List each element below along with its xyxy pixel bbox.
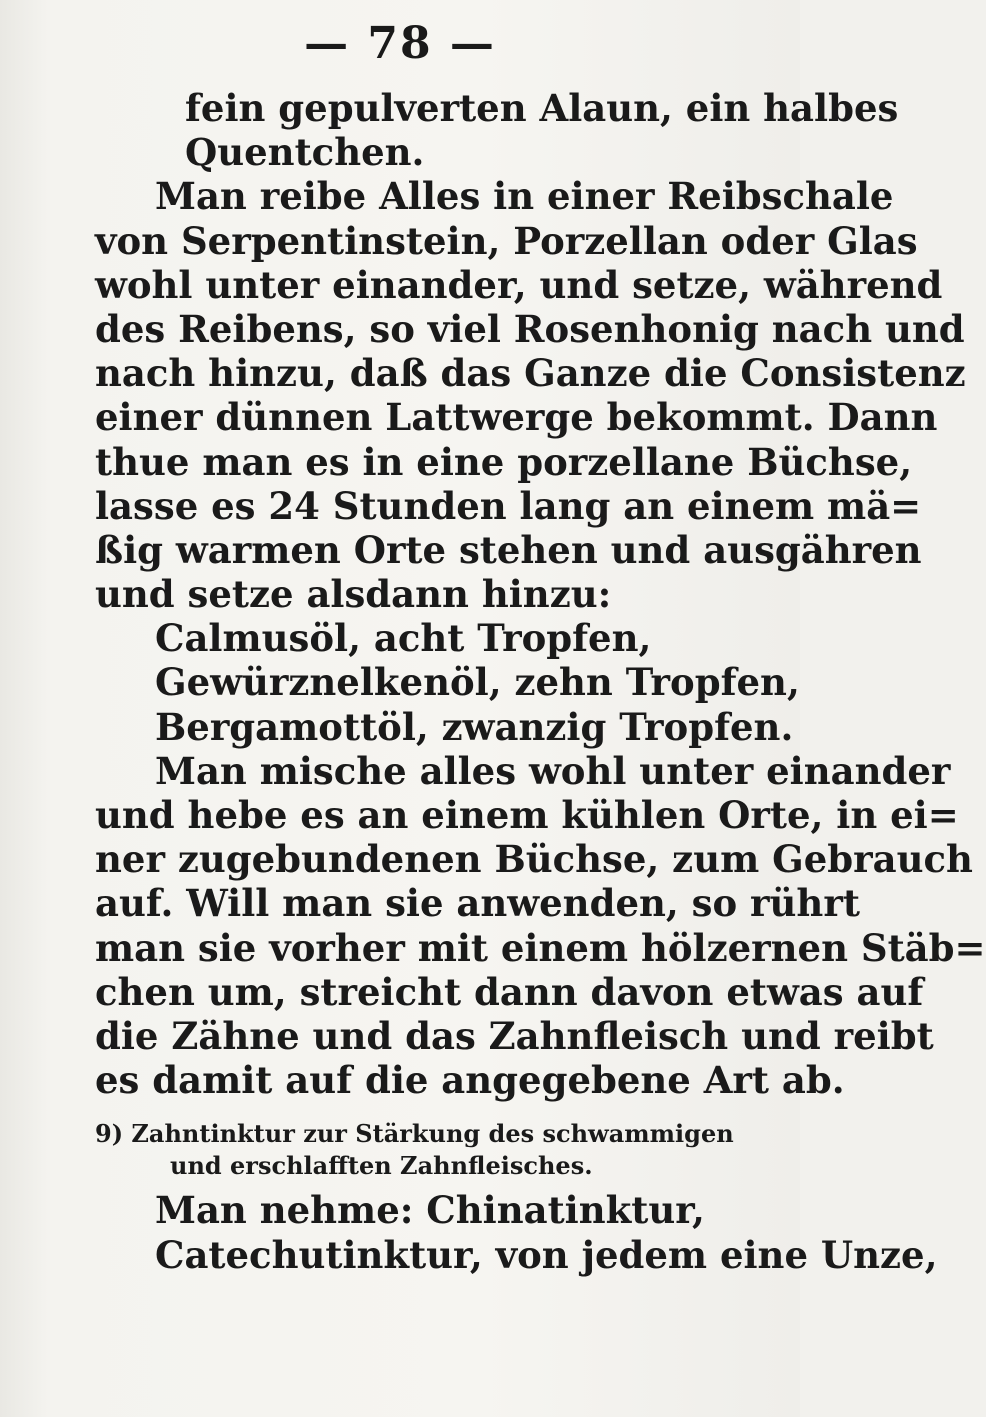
text-line: Catechutinktur, von jedem eine Unze, — [155, 1232, 938, 1277]
page-number: — 78 — — [304, 18, 496, 69]
text-line: ßig warmen Orte stehen und ausgähren — [95, 527, 922, 572]
paragraph-start: Man nehme: Chinatinktur, — [155, 1188, 705, 1233]
ingredient-line: Bergamottöl, zwanzig Tropfen. — [155, 704, 794, 749]
ingredient-line: Calmusöl, acht Tropfen, — [155, 616, 652, 661]
text-line: und setze alsdann hinzu: — [95, 572, 612, 617]
text-line: wohl unter einander, und setze, während — [95, 262, 943, 307]
spacer — [95, 1102, 795, 1118]
paragraph-start: Man mische alles wohl unter einander — [155, 748, 951, 793]
text-column — [95, 86, 986, 1277]
ingredient-line: Gewürznelkenöl, zehn Tropfen, — [155, 660, 800, 705]
text-line: lasse es 24 Stunden lang an einem mä= — [95, 483, 922, 528]
text-line: auf. Will man sie anwenden, so rührt — [95, 881, 860, 926]
text-line: und hebe es an einem kühlen Orte, in ei= — [95, 793, 959, 837]
text-line: es damit auf die angegebene Art ab. — [95, 1058, 845, 1103]
text-line: chen um, streicht dann davon etwas auf — [95, 969, 924, 1014]
text-line: des Reibens, so viel Rosenhonig nach und — [95, 306, 965, 351]
text-line: Quentchen. — [185, 130, 425, 175]
section-heading-continuation: und erschlafften Zahnfleisches. — [170, 1151, 593, 1181]
section-heading: 9) Zahntinktur zur Stärkung des schwammigen — [95, 1119, 734, 1149]
text-line: von Serpentinstein, Porzellan oder Glas — [95, 218, 918, 263]
text-line: man sie vorher mit einem hölzernen Stäb= — [95, 925, 986, 970]
text-line: die Zähne und das Zahnfleisch und reibt — [95, 1013, 934, 1058]
text-line: ner zugebundenen Büchse, zum Gebrauch — [95, 837, 973, 882]
text-line: nach hinzu, daß das Ganze die Consistenz — [95, 351, 966, 396]
paragraph-start: Man reibe Alles in einer Reibschale — [155, 174, 894, 219]
text-line: thue man es in eine porzellane Büchse, — [95, 439, 913, 484]
text-line: einer dünnen Lattwerge bekommt. Dann — [95, 395, 938, 440]
text-line: fein gepulverten Alaun, ein halbes — [185, 86, 899, 130]
